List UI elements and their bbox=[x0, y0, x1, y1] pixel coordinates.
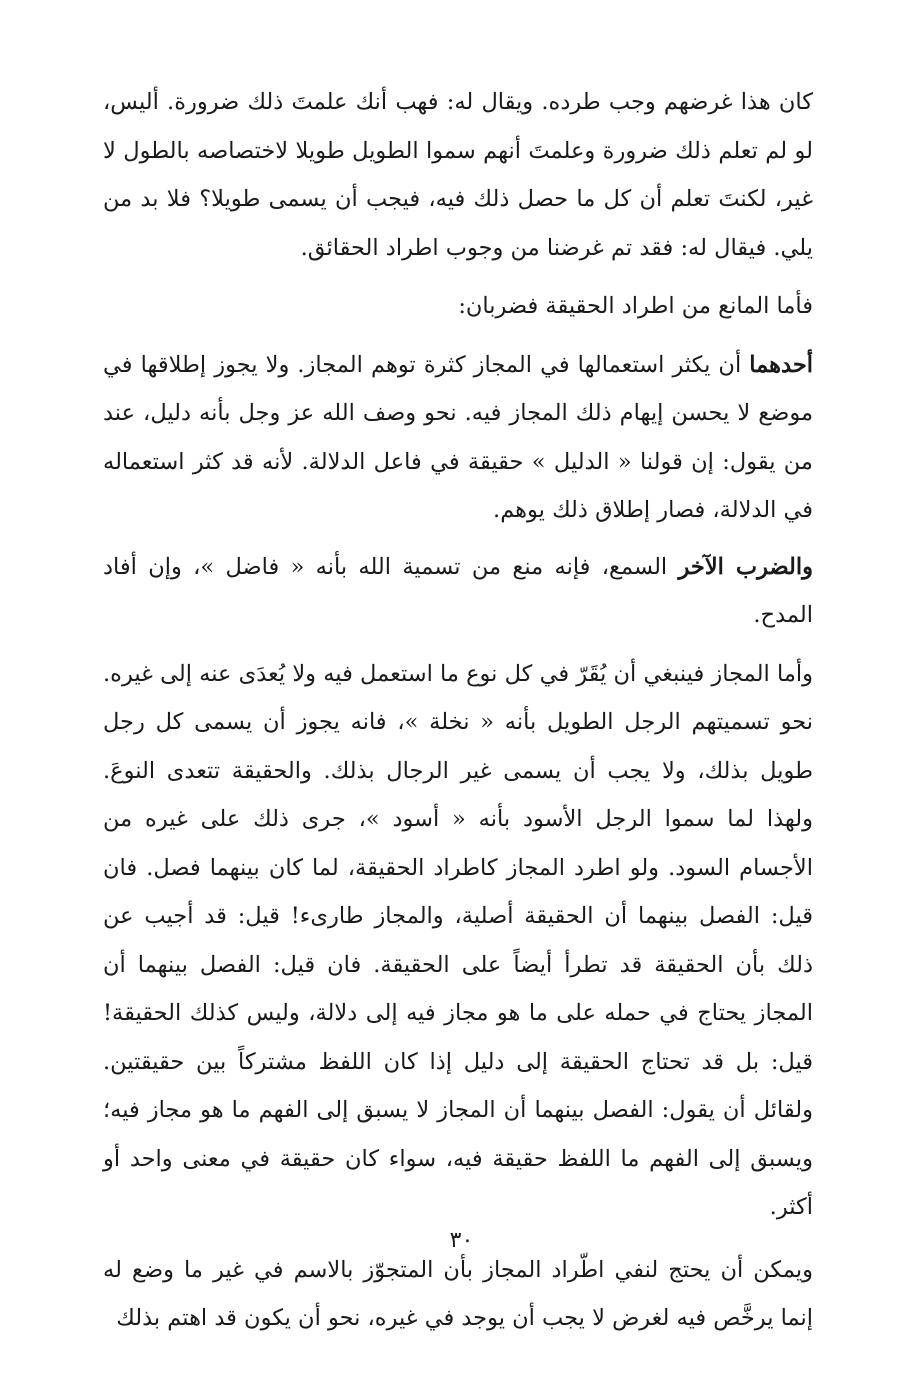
body-text bbox=[103, 78, 813, 1343]
paragraph-4-lead: والضرب الآخر bbox=[678, 553, 813, 580]
paragraph-4 bbox=[103, 543, 813, 640]
paragraph-6: ويمكن أن يحتج لنفي اطّراد المجاز بأن المتجوّز بالاسم في غير ما وضع له إنما يرخَّص فيه لغرض لا يجب أن يوجد في غيره، نحو أن يكون قد اهتم بذلك bbox=[103, 1256, 813, 1331]
paragraph-5: وأما المجاز فينبغي أن يُقَرّ في كل نوع ما استعمل فيه ولا يُعدَى عنه إلى غيره. نحو تسميتهم الرجل الطويل بأنه « نخلة »، فانه يجوز أن يسمى كل رجل طويل بذلك، ولا يجب أن يسمى غير الرجال بذلك. والحقيقة تتعدى النوعَ. ولهذا لما سموا الرجل الأسود بأنه « أسود »، جرى ذلك على غيره من الأجسام السود. ولو اطرد المجاز كاطراد الحقيقة، لما كان بينهما فصل. فان قيل: الفصل بينهما أن الحقيقة أصلية، والمجاز طارىء! قيل: قد أجيب عن ذلك بأن الحقيقة قد تطرأ أيضاً على الحقيقة. فان قيل: الفصل بينهما أن المجاز يحتاج في حمله على ما هو مجاز فيه إلى دلالة، وليس كذلك الحقيقة! قيل: بل قد تحتاج الحقيقة إلى دليل إذا كان اللفظ مشتركاً بين حقيقتين. ولقائل أن يقول: الفصل بينهما أن المجاز لا يسبق إلى الفهم ما هو مجاز فيه؛ ويسبق إلى الفهم ما اللفظ حقيقة فيه، سواء كان حقيقة في معنى واحد أو أكثر. bbox=[103, 660, 813, 1220]
paragraph-4-body: السمع، فإنه منع من تسمية الله بأنه « فاضل »، وإن أفاد المدح. bbox=[103, 553, 813, 628]
paragraph-3-body: أن يكثر استعمالها في المجاز كثرة توهم المجاز. ولا يجوز إطلاقها في موضع لا يحسن إيهام ذلك المجاز فيه. نحو وصف الله عز وجل بأنه دليل، عند من يقول: إن قولنا « الدليل » حقيقة في فاعل الدلالة. لأنه قد كثر استعماله في الدلالة، فصار إطلاق ذلك يوهم. bbox=[103, 351, 813, 523]
paragraph-2: فأما المانع من اطراد الحقيقة فضربان: bbox=[458, 293, 813, 319]
paragraph-3 bbox=[103, 341, 813, 535]
paragraph-1: كان هذا غرضهم وجب طرده. ويقال له: فهب أنك علمتَ ذلك ضرورة. أليس، لو لم تعلم ذلك ضرورة وعلمتَ أنهم سموا الطويل طويلا لاختصاصه بالطول لا غير، لكنتَ تعلم أن كل ما حصل ذلك فيه، فيجب أن يسمى طويلا؟ فلا بد من يلي. فيقال له: فقد تم غرضنا من وجوب اطراد الحقائق. bbox=[103, 89, 813, 261]
page-number: ٣٠ bbox=[449, 1228, 474, 1253]
paragraph-3-lead: أحدهما bbox=[749, 351, 813, 378]
